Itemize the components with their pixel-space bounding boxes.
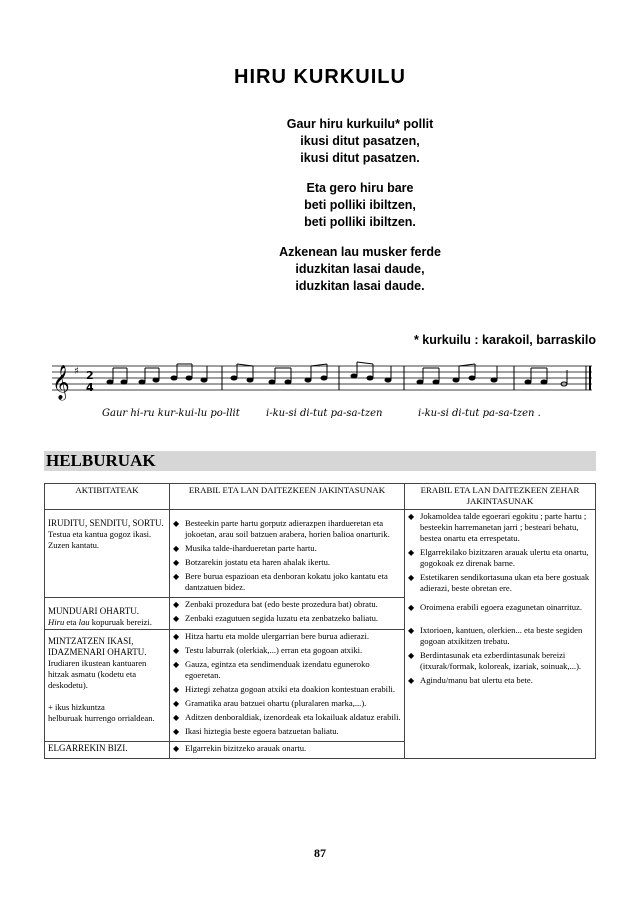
activity-title: MINTZATZEN IKASI, IDAZMENARI OHARTU. [48, 636, 147, 657]
poem-stanza-2 [140, 180, 580, 231]
activity-extra: + ikus hizkuntza [48, 702, 105, 712]
activity-cell [45, 742, 170, 759]
music-score [44, 358, 604, 426]
score-lyrics-3: i-ku-si di-tut pa-sa-tzen . [418, 408, 541, 419]
time-signature-top: 2 [86, 369, 94, 382]
poem-line: beti polliki ibiltzen, [304, 198, 416, 212]
list-item: ◆ Berdintasunak eta ezberdintasunak bereizi (itxurak/formak, koloreak, izariak, soinuak,...). [408, 650, 592, 672]
list-item: ◆ Ixtorioen, kantuen, olerkien... eta beste segiden gogoan atxikitzen trebatu. [408, 625, 592, 647]
list-item: ◆ Testu laburrak (olerkiak,...) erran eta gogoan atxiki. [173, 645, 401, 656]
poem-line: beti polliki ibiltzen. [304, 215, 416, 229]
list-item: ◆ Botzarekin jostatu eta haren ahalak ikertu. [173, 557, 401, 568]
list-item: ◆ Elgarrekin bizitzeko arauak onartu. [173, 743, 401, 754]
objectives-table [44, 483, 596, 759]
poem-line: Gaur hiru kurkuilu* pollit [286, 117, 434, 131]
footnote: * kurkuilu : karakoil, barraskilo [413, 333, 596, 347]
skills-cell [170, 510, 405, 598]
skills-cell [170, 630, 405, 742]
table-row [45, 510, 596, 598]
activity-title: MUNDUARI OHARTU. [48, 606, 139, 616]
time-signature-bottom: 4 [86, 381, 94, 394]
table-header-row [45, 484, 596, 510]
table-header: ERABIL ETA LAN DAITEZKEEN JAKINTASUNAK [170, 484, 405, 510]
list-item: ◆ Ikasi hiztegia beste egoera batzuetan baliatu. [173, 726, 401, 737]
list-item: ◆ Hiztegi zehatza gogoan atxiki eta doakion kontestuan erabili. [173, 684, 401, 695]
list-item: ◆ Besteekin parte hartu gorputz adierazpen ihardueretan eta jokoetan, arau soil batzuen arabera, horien balioa onarturik. [173, 518, 401, 540]
cross-skills-cell [405, 510, 596, 759]
activity-desc: Irudiaren ikustean kantuaren hitzak asmatu (kodetu eta deskodetu). [48, 658, 147, 690]
list-item: ◆ Estetikaren sendikortasuna ukan eta bere gostuak adierazi, beste obretan ere. [408, 572, 592, 594]
poem-stanza-3 [140, 244, 580, 295]
poem-line: Eta gero hiru bare [306, 181, 414, 195]
list-item: ◆ Musika talde-ihardueretan parte hartu. [173, 543, 401, 554]
list-item: ◆ Bere burua espazioan eta denboran kokatu joko kantatu eta dantzatuen bidez. [173, 571, 401, 593]
sharp-icon: ♯ [74, 366, 79, 377]
list-item: ◆ Zenbaki ezagutuen segida luzatu eta zenbatzeko baliatu. [173, 613, 401, 624]
table-header: ERABIL ETA LAN DAITEZKEEN ZEHAR JAKINTASUNAK [405, 484, 596, 510]
poem-stanza-1 [140, 116, 580, 167]
poem-line: ikusi ditut pasatzen, [300, 134, 420, 148]
treble-clef-icon: 𝄞 [52, 365, 70, 400]
activity-extra: helburuak hurrengo orrialdean. [48, 713, 155, 723]
poem-line: ikusi ditut pasatzen. [300, 151, 420, 165]
section-title: HELBURUAK [46, 451, 156, 470]
list-item: ◆ Oroimena erabili egoera ezagunetan oinarrituz. [408, 602, 592, 613]
activity-desc: Hiru eta lau kopuruak bereizi. [48, 617, 152, 627]
activity-cell [45, 630, 170, 742]
activity-cell [45, 510, 170, 598]
poem-line: iduzkitan lasai daude, [295, 262, 425, 276]
poem [140, 116, 580, 308]
activity-cell [45, 598, 170, 630]
activity-title: IRUDITU, SENDITU, SORTU. [48, 518, 164, 528]
list-item: ◆ Aditzen denboraldiak, izenordeak eta lokailuak aldatuz erabili. [173, 712, 401, 723]
list-item: ◆ Gramatika arau batzuei ohartu (pluralaren marka,...). [173, 698, 401, 709]
activity-title: ELGARREKIN BIZI. [48, 743, 128, 753]
skills-cell [170, 598, 405, 630]
list-item: ◆ Elgarrekilako bizitzaren arauak ulertu eta onartu, gogokoak ez direnak barne. [408, 547, 592, 569]
activity-desc: Testua eta kantua gogoz ikasi. Zuzen kantatu. [48, 529, 152, 550]
page-number: 87 [314, 846, 326, 860]
skills-cell [170, 742, 405, 759]
score-lyrics-2: i-ku-si di-tut pa-sa-tzen [266, 408, 383, 419]
list-item: ◆ Zenbaki prozedura bat (edo beste prozedura bat) obratu. [173, 599, 401, 610]
poem-line: iduzkitan lasai daude. [295, 279, 425, 293]
list-item: ◆ Jokamoldea talde egoerari egokitu ; parte hartu ; besteekin harremanetan jarri ; besteari behatu, bestea onartu eta errespetatu. [408, 511, 592, 544]
table-header: AKTIBITATEAK [45, 484, 170, 510]
list-item: ◆ Agindu/manu bat ulertu eta bete. [408, 675, 592, 686]
list-item: ◆ Gauza, egintza eta sendimenduak izendatu eguneroko egoeretan. [173, 659, 401, 681]
list-item: ◆ Hitza hartu eta molde ulergarrian bere burua adierazi. [173, 631, 401, 642]
score-lyrics-1: Gaur hi-ru kur-kui-lu po-llit [102, 408, 240, 419]
page-title: HIRU KURKUILU [234, 66, 406, 88]
poem-line: Azkenean lau musker ferde [279, 245, 441, 259]
section-header [44, 451, 596, 471]
